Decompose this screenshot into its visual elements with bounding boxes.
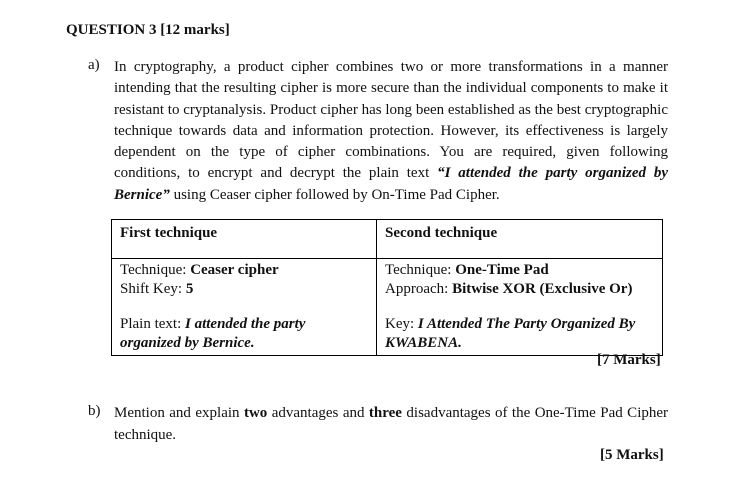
second-technique-cell (377, 259, 663, 356)
c1-plain-label: Plain text: (120, 316, 185, 332)
question-heading: QUESTION 3 [12 marks] (66, 22, 230, 38)
c1-shift-line (120, 280, 368, 299)
c1-technique-label: Technique: (120, 262, 191, 278)
c1-plain-line (120, 315, 368, 353)
c2-approach-label: Approach: (385, 281, 453, 297)
part-b-text-2: advantages and (267, 405, 369, 421)
part-b-bold-2: three (368, 405, 402, 421)
spacer (120, 299, 368, 315)
part-a-marks: [7 Marks] (597, 352, 661, 368)
part-a-text (114, 57, 668, 206)
c2-approach-value: Bitwise XOR (Exclusive Or) (452, 281, 633, 297)
part-a-text-2: using Ceaser cipher followed by On-Time Pad Cipher. (169, 186, 500, 203)
part-b-text-3: disadvantages of the One-Time Pad Cipher technique. (114, 405, 669, 443)
c2-key-value: I Attended The Party Organized By KWABENA. (385, 316, 636, 351)
c1-shift-label: Shift Key: (120, 281, 186, 297)
c1-shift-value: 5 (185, 281, 194, 297)
part-b-bold-1: two (243, 405, 268, 421)
technique-table (111, 219, 663, 356)
first-technique-cell (112, 259, 377, 356)
c2-key-label: Key: (385, 316, 418, 332)
part-b-text (114, 403, 668, 446)
part-b-text-1: Mention and explain (114, 405, 244, 421)
c2-technique-line (385, 261, 654, 280)
c2-approach-line (385, 280, 654, 299)
c1-technique-value: Ceaser cipher (190, 262, 279, 278)
c2-technique-value: One-Time Pad (455, 262, 549, 278)
c2-technique-label: Technique: (385, 262, 456, 278)
table-header-row (112, 220, 663, 259)
col1-header: First technique (112, 220, 377, 259)
col2-header: Second technique (377, 220, 663, 259)
part-b-marks: [5 Marks] (600, 447, 664, 463)
c2-key-line (385, 315, 654, 353)
part-a-plaintext: “I attended the party organized by Bernice” (114, 165, 668, 203)
part-a-label: a) (88, 57, 100, 73)
spacer (385, 299, 654, 315)
c1-plain-value: I attended the party organized by Bernice. (120, 316, 306, 351)
table-body-row (112, 259, 663, 356)
c1-technique-line (120, 261, 368, 280)
part-b-label: b) (88, 403, 101, 419)
part-a-text-1: In cryptography, a product cipher combines two or more transformations in a manner intending that the resulting cipher is more secure than the individual components to make it resistant to cryptanalysis. Product cipher has long been established as the best cryptographic technique towards data and information protection. However, its effectiveness is largely dependent on the type of cipher combinations. You are required, given following conditions, to encrypt and decrypt the plain text (114, 59, 668, 182)
